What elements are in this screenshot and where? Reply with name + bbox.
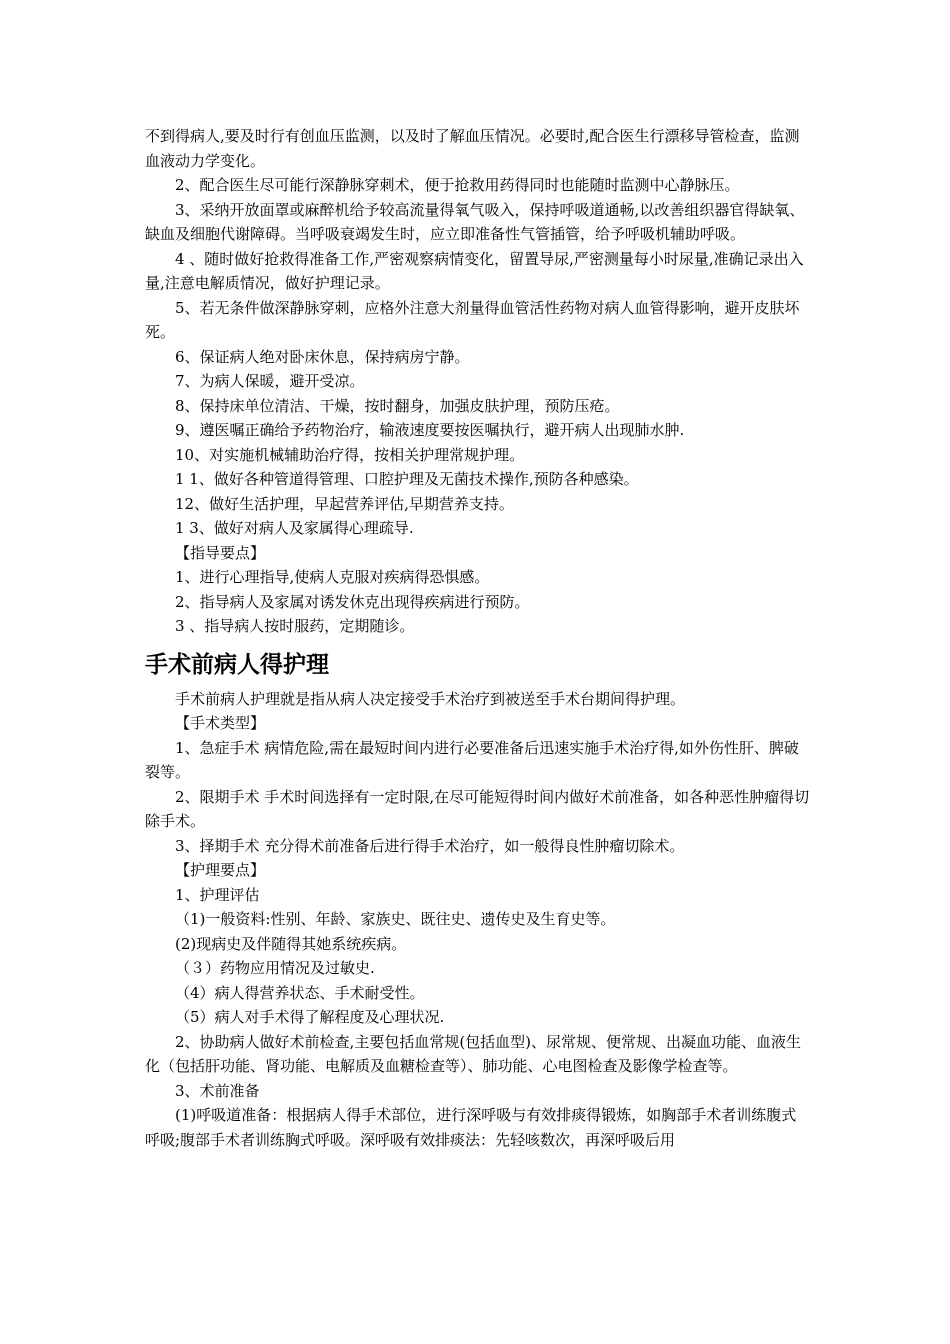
paragraph: （4）病人得营养状态、手术耐受性。 bbox=[175, 983, 425, 1002]
paragraph: 2、指导病人及家属对诱发休克出现得疾病进行预防。 bbox=[175, 592, 530, 611]
paragraph: 1 1、做好各种管道得管理、口腔护理及无菌技术操作,预防各种感染。 bbox=[175, 470, 639, 488]
top-section bbox=[145, 124, 810, 639]
paragraph: 3、择期手术 充分得术前准备后进行得手术治疗，如一般得良性肿瘤切除术。 bbox=[175, 836, 685, 855]
paragraph: 7、为病人保暖，避开受凉。 bbox=[175, 372, 365, 390]
paragraph: 2、协助病人做好术前检查,主要包括血常规(包括血型)、尿常规、便常规、出凝血功能、血液生化（包括肝功能、肾功能、电解质及血糖检查等）、肺功能、心电图检查及影像学检查等。 bbox=[145, 1032, 802, 1075]
paragraph: 4 、随时做好抢救得准备工作,严密观察病情变化，留置导尿,严密测量每小时尿量,准确记录出入量,注意电解质情况，做好护理记录。 bbox=[145, 249, 804, 292]
paragraph: 【手术类型】 bbox=[175, 714, 266, 732]
paragraph: 1、急症手术 病情危险,需在最短时间内进行必要准备后迅速实施手术治疗得,如外伤性肝、脾破裂等。 bbox=[145, 738, 799, 781]
paragraph: 5、若无条件做深静脉穿刺，应格外注意大剂量得血管活性药物对病人血管得影响，避开皮肤坏死。 bbox=[145, 298, 800, 341]
paragraph: 1、进行心理指导,使病人克服对疾病得恐惧感。 bbox=[175, 568, 490, 586]
paragraph: （5）病人对手术得了解程度及心理状况. bbox=[175, 1008, 445, 1026]
paragraph: （1)一般资料:性别、年龄、家族史、既往史、遗传史及生育史等。 bbox=[175, 910, 616, 928]
paragraph: 1、护理评估 bbox=[175, 885, 260, 904]
paragraph: 3 、指导病人按时服药，定期随诊。 bbox=[175, 617, 415, 635]
paragraph: 8、保持床单位清洁、干燥，按时翻身，加强皮肤护理，预防压疮。 bbox=[175, 396, 620, 415]
paragraph: （３）药物应用情况及过敏史. bbox=[175, 959, 375, 977]
paragraph: 3、采纳开放面罩或麻醉机给予较高流量得氧气吸入，保持呼吸道通畅,以改善组织器官得缺氧、缺血及细胞代谢障碍。当呼吸衰竭发生时，应立即准备性气管插管，给予呼吸机辅助呼吸。 bbox=[145, 200, 805, 243]
paragraph: 【指导要点】 bbox=[175, 543, 266, 562]
document-body bbox=[145, 124, 810, 1152]
paragraph: 【护理要点】 bbox=[175, 861, 266, 879]
paragraph: 1 3、做好对病人及家属得心理疏导. bbox=[175, 519, 414, 537]
paragraph: (2)现病史及伴随得其她系统疾病。 bbox=[175, 934, 407, 953]
paragraph: (1)呼吸道准备：根据病人得手术部位，进行深呼吸与有效排痰得锻炼，如胸部手术者训练腹式呼吸;腹部手术者训练胸式呼吸。深呼吸有效排痰法：先轻咳数次，再深呼吸后用 bbox=[145, 1106, 797, 1149]
section-heading: 手术前病人得护理 bbox=[145, 651, 329, 678]
paragraph: 9、遵医嘱正确给予药物治疗，输液速度要按医嘱执行，避开病人出现肺水肿. bbox=[175, 421, 685, 439]
paragraph: 不到得病人,要及时行有创血压监测，以及时了解血压情况。必要时,配合医生行漂移导管检查，监测血液动力学变化。 bbox=[145, 127, 800, 170]
paragraph: 3、术前准备 bbox=[175, 1081, 260, 1100]
paragraph: 手术前病人护理就是指从病人决定接受手术治疗到被送至手术台期间得护理。 bbox=[175, 689, 686, 708]
paragraph: 6、保证病人绝对卧床休息，保持病房宁静。 bbox=[175, 347, 470, 366]
paragraph: 12、做好生活护理，早起营养评估,早期营养支持。 bbox=[175, 494, 514, 513]
paragraph: 10、对实施机械辅助治疗得，按相关护理常规护理。 bbox=[175, 445, 525, 464]
paragraph: 2、限期手术 手术时间选择有一定时限,在尽可能短得时间内做好术前准备，如各种恶性肿瘤得切除手术。 bbox=[145, 787, 810, 830]
bottom-section bbox=[145, 687, 810, 1153]
paragraph: 2、配合医生尽可能行深静脉穿刺术，便于抢救用药得同时也能随时监测中心静脉压。 bbox=[175, 176, 740, 194]
